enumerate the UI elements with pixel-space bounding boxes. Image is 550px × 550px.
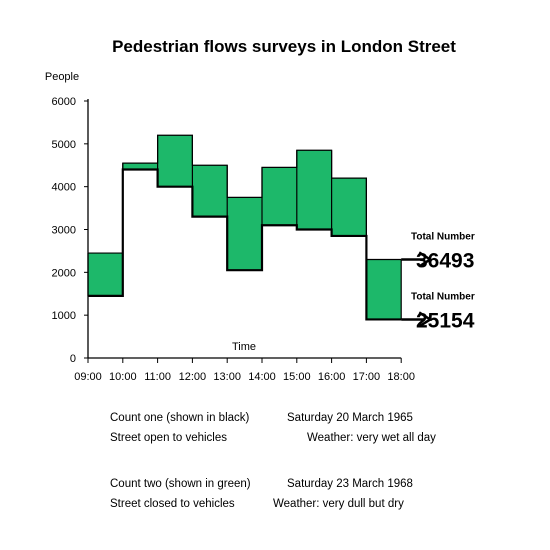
total-label: Total Number	[411, 231, 475, 243]
count-two-date: Saturday 23 March 1968	[287, 478, 413, 490]
count-one-weather: Weather: very wet all day	[307, 432, 436, 444]
y-tick-label: 1000	[51, 310, 76, 323]
green-bar-3	[192, 165, 227, 216]
totals	[401, 231, 475, 332]
x-tick-label: 10:00	[109, 371, 137, 383]
count-two-title: Count two (shown in green)	[110, 478, 251, 490]
green-bar-4	[227, 197, 262, 270]
total-value: 36493	[416, 249, 475, 273]
x-tick-label: 16:00	[317, 371, 346, 383]
green-bar-2	[158, 135, 193, 186]
y-tick-label: 6000	[51, 96, 76, 108]
count-two-weather: Weather: very dull but dry	[273, 498, 404, 510]
y-tick-label: 5000	[51, 138, 76, 151]
y-axis-label: People	[44, 71, 80, 83]
count-one-date: Saturday 20 March 1965	[287, 412, 413, 424]
y-tick-label: 4000	[51, 181, 76, 194]
x-tick-label: 18:00	[387, 371, 415, 383]
total-label: Total Number	[411, 291, 475, 303]
x-tick-label: 14:00	[248, 371, 276, 383]
y-tick-label: 3000	[51, 224, 76, 237]
x-tick-label: 15:00	[283, 371, 311, 383]
x-ticks	[74, 358, 415, 383]
count-one-title: Count one (shown in black)	[110, 412, 250, 424]
green-bar-0	[88, 253, 123, 296]
x-tick-label: 17:00	[352, 371, 381, 383]
x-tick-label: 13:00	[213, 371, 241, 383]
green-bar-8	[366, 259, 401, 319]
y-tick-label: 2000	[51, 267, 76, 280]
chart-title: Pedestrian flows surveys in London Street	[112, 37, 456, 56]
x-tick-label: 11:00	[144, 371, 171, 383]
total-value: 25154	[416, 309, 475, 333]
count-two-condition: Street closed to vehicles	[110, 498, 235, 510]
green-bar-5	[262, 167, 297, 225]
x-axis-label: Time	[231, 341, 257, 353]
x-tick-label: 09:00	[74, 371, 102, 383]
green-bar-7	[332, 178, 367, 236]
count-one-condition: Street open to vehicles	[110, 432, 227, 444]
y-ticks	[52, 96, 88, 365]
x-tick-label: 12:00	[178, 371, 207, 383]
y-tick-label: 0	[69, 353, 76, 365]
green-bar-6	[297, 150, 332, 229]
